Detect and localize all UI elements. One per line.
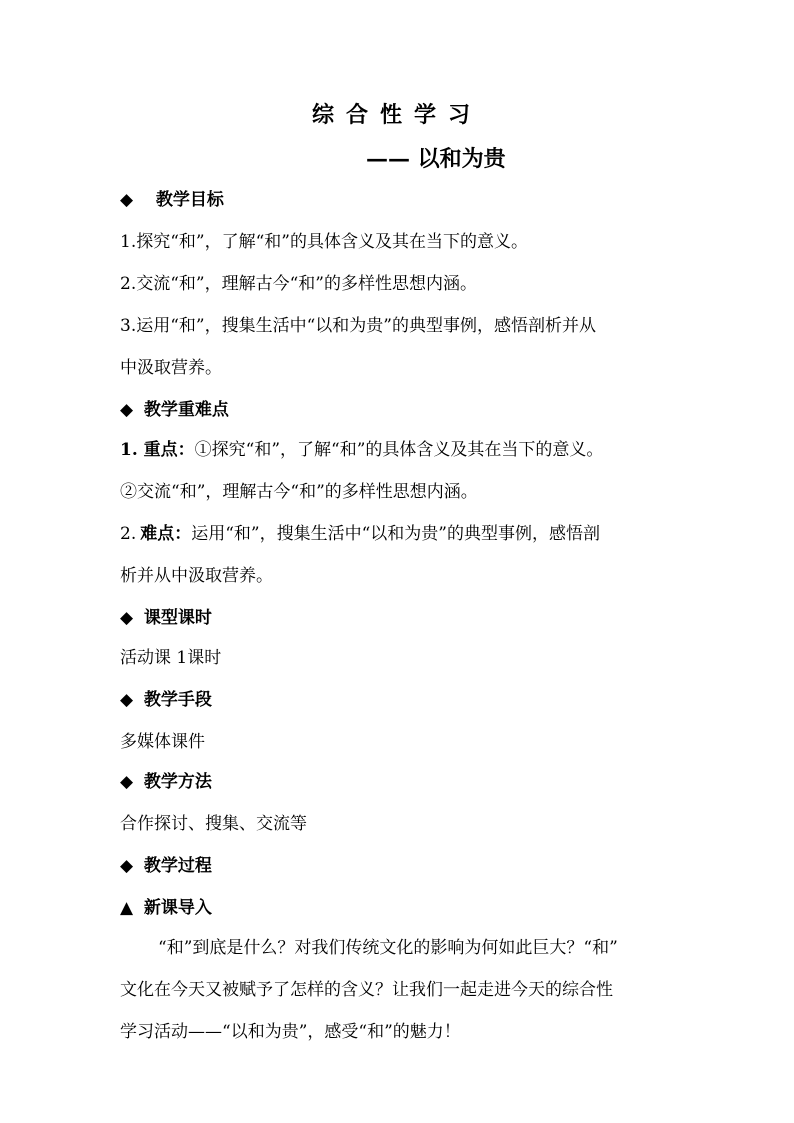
- method-value: 合作探讨、搜集、交流等: [120, 814, 307, 834]
- section-heading-text: 教学手段: [143, 690, 212, 710]
- goal-item-3-cont: 中汲取营养。: [120, 358, 222, 378]
- section-heading-method: [120, 770, 212, 794]
- section-heading-key-points: [120, 398, 229, 422]
- key-point-1-cont: ②交流“和”，理解古今“和”的多样性思想内涵。: [120, 482, 478, 502]
- diamond-icon: ◆: [120, 400, 134, 420]
- difficulty-point: [120, 522, 600, 546]
- section-heading-lesson-type: [120, 606, 212, 630]
- key-point-text: ①探究“和”，了解“和”的具体含义及其在当下的意义。: [194, 440, 604, 460]
- difficulty-number: 2.: [120, 524, 137, 544]
- difficulty-text: 运用“和”，搜集生活中“以和为贵”的典型事例，感悟剖: [191, 524, 600, 544]
- section-heading-text: 教学方法: [143, 772, 212, 792]
- key-point-label: 1. 重点：: [120, 440, 195, 460]
- section-heading-text: 课型课时: [143, 608, 212, 628]
- diamond-icon: ◆: [120, 690, 134, 710]
- lesson-type-value: 活动课 1课时: [120, 648, 222, 668]
- means-value: 多媒体课件: [120, 732, 205, 752]
- section-heading-text: 教学过程: [143, 856, 212, 876]
- page-title: 综合性学习: [311, 102, 482, 128]
- difficulty-point-cont: 析并从中汲取营养。: [120, 566, 273, 586]
- diamond-icon: ◆: [120, 856, 134, 876]
- subheading-intro: [120, 896, 212, 920]
- goal-item-3: 3.运用“和”，搜集生活中“以和为贵”的典型事例，感悟剖析并从: [120, 316, 596, 336]
- intro-paragraph-line-3: 学习活动——“以和为贵”，感受“和”的魅力！: [120, 1022, 461, 1042]
- subheading-text: 新课导入: [143, 898, 212, 918]
- section-heading-means: [120, 688, 212, 712]
- page-subtitle: —— 以和为贵: [366, 146, 506, 172]
- intro-paragraph-line-2: 文化在今天又被赋予了怎样的含义？让我们一起走进今天的综合性: [120, 980, 613, 1000]
- section-heading-text: 教学重难点: [143, 400, 229, 420]
- diamond-icon: ◆: [120, 608, 134, 628]
- triangle-icon: ▲: [120, 898, 134, 918]
- diamond-icon: ◆: [120, 772, 134, 792]
- diamond-icon: ◆: [120, 190, 134, 210]
- section-heading-process: [120, 854, 212, 878]
- goal-item-1: 1.探究“和”，了解“和”的具体含义及其在当下的意义。: [120, 232, 528, 252]
- difficulty-label: 难点：: [140, 524, 192, 544]
- goal-item-2: 2.交流“和”，理解古今“和”的多样性思想内涵。: [120, 274, 477, 294]
- key-point-1: [120, 438, 603, 462]
- section-heading-text: 教学目标: [155, 190, 224, 210]
- section-heading-goals: [120, 188, 224, 212]
- intro-paragraph-line-1: “和”到底是什么？对我们传统文化的影响为何如此巨大？“和”: [158, 938, 618, 958]
